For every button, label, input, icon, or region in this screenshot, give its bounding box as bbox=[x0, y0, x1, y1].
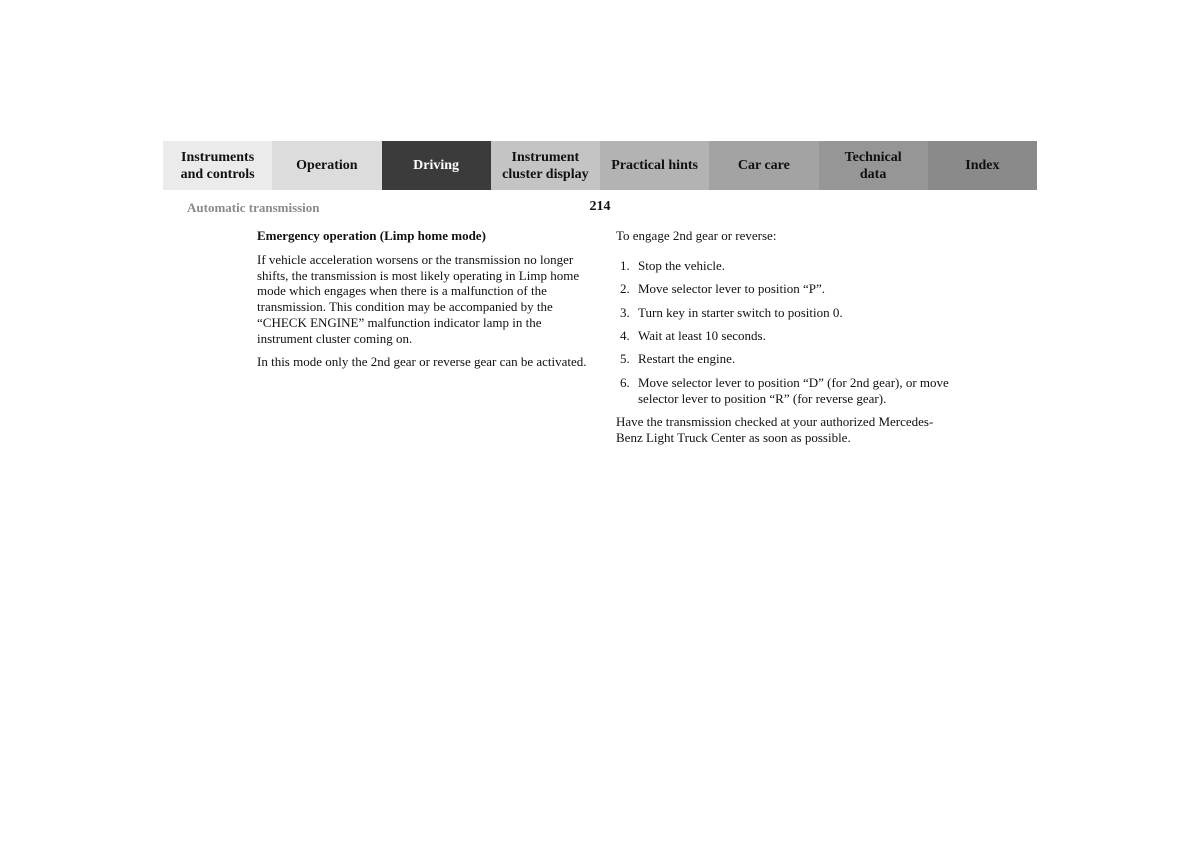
step-number: 3. bbox=[620, 304, 630, 320]
list-item bbox=[616, 375, 956, 407]
step-text: Move selector lever to position “P”. bbox=[638, 281, 826, 297]
list-item bbox=[616, 258, 956, 274]
step-text: Wait at least 10 seconds. bbox=[638, 327, 766, 343]
tab-operation[interactable]: Operation bbox=[272, 141, 381, 190]
step-text: Move selector lever to position “D” (for 2nd gear), or move selector lever to position “R” (for reverse gear). bbox=[638, 374, 949, 406]
tab-index[interactable]: Index bbox=[928, 141, 1037, 190]
right-column bbox=[616, 228, 956, 453]
tab-instruments-and-controls[interactable]: Instruments and controls bbox=[163, 141, 272, 190]
step-number: 5. bbox=[620, 351, 630, 367]
tab-technical-data[interactable]: Technical data bbox=[819, 141, 928, 190]
section-heading: Emergency operation (Limp home mode) bbox=[257, 228, 486, 243]
step-number: 2. bbox=[620, 281, 630, 297]
tab-instrument-cluster-display[interactable]: Instrument cluster display bbox=[491, 141, 600, 190]
body-paragraph: In this mode only the 2nd gear or reverse gear can be activated. bbox=[257, 353, 587, 369]
closing-paragraph: Have the transmission checked at your authorized Mercedes-Benz Light Truck Center as soon as possible. bbox=[616, 413, 934, 445]
list-item bbox=[616, 305, 956, 321]
steps-list bbox=[616, 258, 956, 407]
page-number: 214 bbox=[589, 199, 611, 214]
chapter-tabs bbox=[163, 141, 1037, 190]
step-text: Turn key in starter switch to position 0. bbox=[638, 304, 843, 320]
body-paragraph: If vehicle acceleration worsens or the transmission no longer shifts, the transmission is most likely operating in Limp home mode which engages when there is a malfunction of the transmission. This condition may be accompanied by the “CHECK ENGINE” malfunction indicator lamp in the instrument cluster coming on. bbox=[257, 251, 580, 346]
tab-driving[interactable]: Driving bbox=[382, 141, 491, 190]
list-item bbox=[616, 328, 956, 344]
step-text: Stop the vehicle. bbox=[638, 257, 726, 273]
tab-car-care[interactable]: Car care bbox=[709, 141, 818, 190]
list-item bbox=[616, 351, 956, 367]
steps-intro: To engage 2nd gear or reverse: bbox=[616, 228, 777, 243]
step-number: 4. bbox=[620, 327, 630, 343]
tab-practical-hints[interactable]: Practical hints bbox=[600, 141, 709, 190]
section-title: Automatic transmission bbox=[187, 200, 320, 215]
step-number: 6. bbox=[620, 374, 630, 390]
step-number: 1. bbox=[620, 257, 630, 273]
step-text: Restart the engine. bbox=[638, 351, 736, 367]
list-item bbox=[616, 281, 956, 297]
left-column bbox=[257, 228, 587, 376]
